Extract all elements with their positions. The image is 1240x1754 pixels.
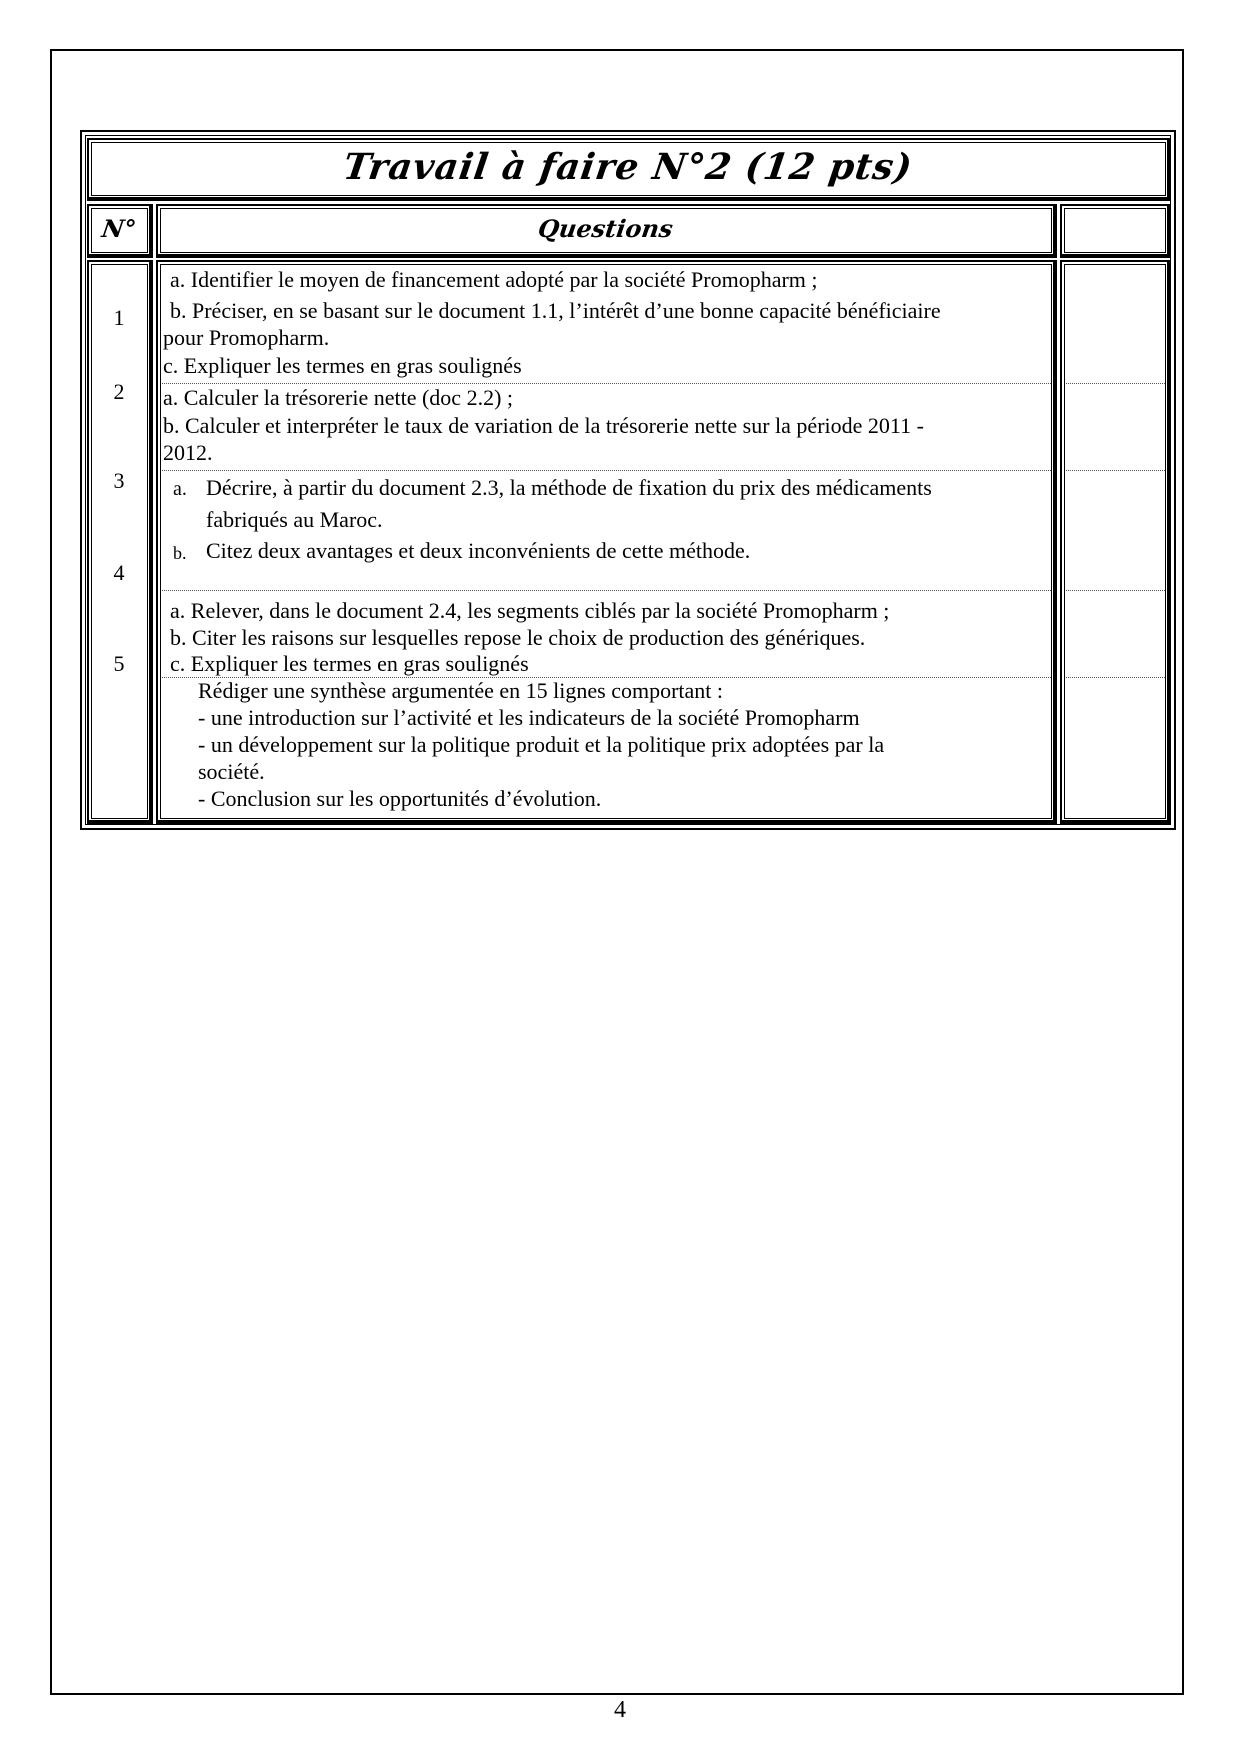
question-line: pour Promopharm. bbox=[163, 325, 330, 350]
header-points-cell bbox=[1060, 204, 1171, 258]
numbers-column bbox=[87, 260, 153, 824]
question-marker: b. bbox=[173, 543, 187, 563]
question-line: a. Calculer la trésorerie nette (doc 2.2) ; bbox=[163, 385, 514, 410]
question-line: - une introduction sur l’activité et les indicateurs de la société Promopharm bbox=[198, 705, 860, 730]
question-marker: a. bbox=[173, 478, 187, 500]
title-cell bbox=[87, 138, 1171, 201]
row-divider bbox=[160, 590, 1051, 591]
page-number: 4 bbox=[614, 1697, 626, 1723]
question-line: société. bbox=[198, 759, 265, 784]
row-divider bbox=[1064, 677, 1165, 678]
row-divider bbox=[160, 470, 1051, 471]
row-divider bbox=[1064, 383, 1165, 384]
question-line: b. Préciser, en se basant sur le document 1.1, l’intérêt d’une bonne capacité bénéficiaire bbox=[170, 298, 941, 323]
header-questions-label: Questions bbox=[536, 214, 675, 243]
row-number: 5 bbox=[113, 651, 125, 676]
header-questions-cell bbox=[156, 204, 1057, 258]
row-number: 4 bbox=[113, 560, 125, 585]
question-line: 2012. bbox=[163, 440, 213, 465]
points-column bbox=[1060, 260, 1171, 824]
row-divider bbox=[1064, 590, 1165, 591]
question-line: Citez deux avantages et deux inconvénients de cette méthode. bbox=[206, 538, 751, 563]
row-number: 3 bbox=[113, 468, 125, 493]
question-line: b. Calculer et interpréter le taux de variation de la trésorerie nette sur la période 2011 - bbox=[163, 413, 924, 438]
exercise-title: Travail à faire N°2 (12 pts) bbox=[340, 146, 916, 188]
exercise-table bbox=[80, 130, 1176, 830]
question-line: b. Citer les raisons sur lesquelles repose le choix de production des génériques. bbox=[170, 625, 866, 650]
row-divider bbox=[1064, 470, 1165, 471]
question-line: - Conclusion sur les opportunités d’évolution. bbox=[198, 786, 602, 811]
question-line: a. Identifier le moyen de financement adopté par la société Promopharm ; bbox=[170, 267, 818, 292]
question-line: c. Expliquer les termes en gras soulignés bbox=[163, 353, 522, 378]
question-line: a. Relever, dans le document 2.4, les segments ciblés par la société Promopharm ; bbox=[170, 598, 890, 623]
question-line: Décrire, à partir du document 2.3, la méthode de fixation du prix des médicaments bbox=[206, 475, 932, 500]
row-number: 2 bbox=[113, 379, 125, 404]
row-number: 1 bbox=[113, 305, 125, 330]
question-line: fabriqués au Maroc. bbox=[206, 507, 383, 532]
question-line: c. Expliquer les termes en gras soulignés bbox=[170, 651, 529, 676]
questions-column bbox=[156, 260, 1057, 824]
question-line: - un développement sur la politique produit et la politique prix adoptées par la bbox=[198, 732, 885, 757]
header-number-label: N° bbox=[99, 214, 139, 243]
header-number-cell bbox=[87, 204, 153, 258]
question-line: Rédiger une synthèse argumentée en 15 lignes comportant : bbox=[198, 678, 724, 703]
row-divider bbox=[160, 383, 1051, 384]
